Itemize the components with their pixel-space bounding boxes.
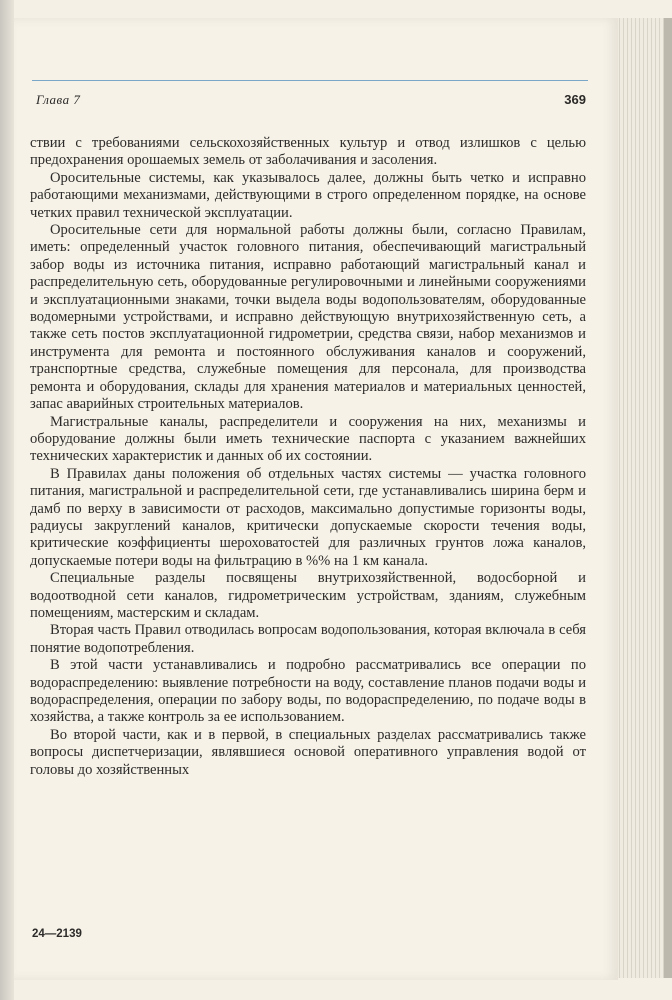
chapter-title: Глава 7 (36, 92, 81, 107)
body-text (30, 135, 586, 779)
paragraph-7: Вторая часть Правил отводилась вопросам водопользования, которая включала в себя понятие водопотребления. (30, 622, 586, 656)
printer-signature: 24—2139 (32, 928, 82, 940)
binding-shadow (0, 0, 14, 1000)
running-header (36, 92, 586, 112)
page-edges (616, 18, 672, 978)
paragraph-6: Специальные разделы посвящены внутрихозяйственной, водосборной и водоотводной сети каналов, гидрометрическим устройствам, зданиям, служебным помещениям, мастерским и складам. (30, 570, 586, 621)
page (14, 18, 618, 980)
paragraph-4: Магистральные каналы, распределители и сооружения на них, механизмы и оборудование должны были иметь технические паспорта с указанием важнейших технических характеристик и данных об их состоянии. (30, 413, 586, 465)
header-rule (32, 80, 588, 81)
page-number: 369 (564, 92, 586, 107)
paragraph-2: Оросительные системы, как указывалось далее, должны быть четко и исправно работающими механизмами, действующими в строго определенном порядке, на основе четких правил технической эксплуатации. (30, 169, 586, 221)
paragraph-5: В Правилах даны положения об отдельных частях системы — участка головного питания, магистральной и распределительной сети, где устанавливались ширина берм и дамб по верху в зависимости от расходов, максимально допустимые горизонты воды, радиусы закруглений каналов, критически допускаемые скорости течения воды, критические коэффициенты шероховатостей для различных грунтов ложа каналов, допускаемые потери воды на фильтрацию в %% на 1 км канала. (30, 465, 586, 569)
paragraph-8: В этой части устанавливались и подробно рассматривались все операции по водораспределению: выявление потребности на воду, составление планов подачи воды и водораспределения, операции по забору воды, по водораспределению, по подаче воды в хозяйства, а также контроль за ее использованием. (30, 657, 586, 726)
paragraph-1: ствии с требованиями сельскохозяйственных культур и отвод излишков с целью предохранения орошаемых земель от заболачивания и засоления. (30, 135, 586, 169)
paragraph-3: Оросительные сети для нормальной работы должны были, согласно Правилам, иметь: определенный участок головного питания, обеспечивающий магистральный забор воды из источника питания, исправно работающий магистральный канал и распределительную сеть, оборудованные регулировочными и линейными сооружениями и эксплуатационными знаками, точки выдела воды водопользователям, оборудованные водомерными устройствами, и исправно действующую внутрихозяйственную сеть, а также сеть постов эксплуатационной гидрометрии, средства связи, набор механизмов и инструмента для ремонта и постоянного обслуживания каналов и сооружений, транспортные средства, служебные помещения для персонала, для производства ремонта и оборудования, склады для хранения материалов и материальных ценностей, запас аварийных строительных материалов. (30, 222, 586, 413)
paragraph-9: Во второй части, как и в первой, в специальных разделах рассматривались также вопросы диспетчеризации, являвшиеся основой оперативного управления водой от головы до хозяйственных (30, 726, 586, 778)
